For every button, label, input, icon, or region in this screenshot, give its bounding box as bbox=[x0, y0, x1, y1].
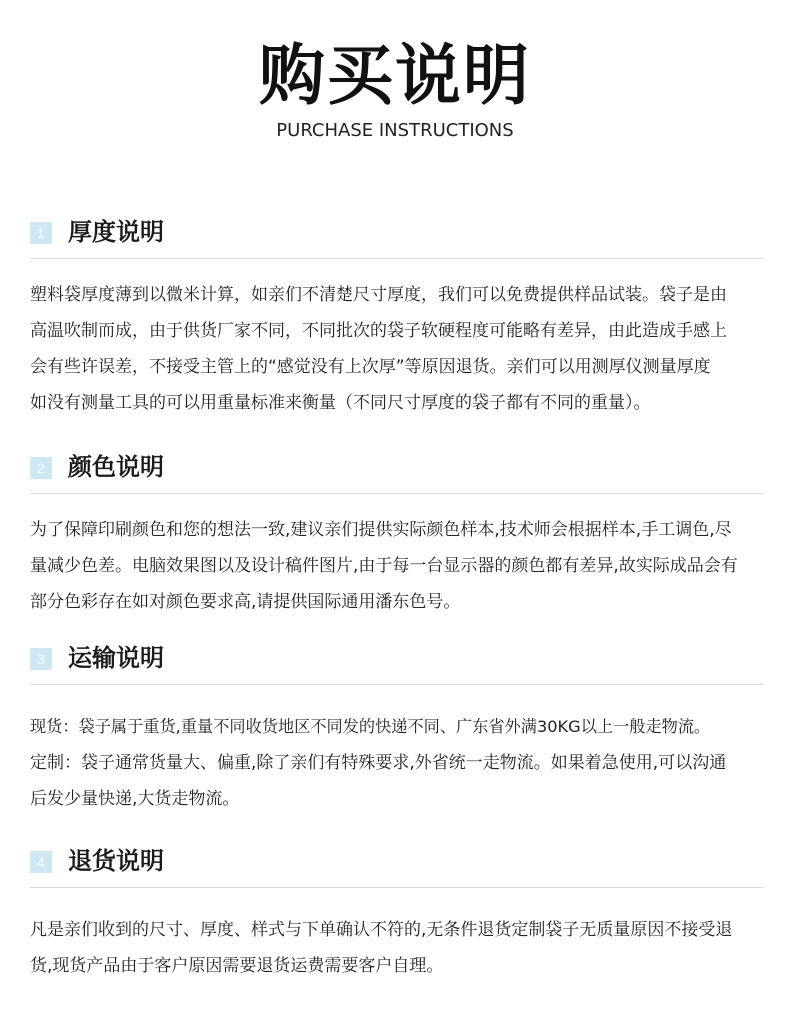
section-title: 颜色说明 bbox=[68, 453, 164, 481]
section-divider bbox=[30, 258, 764, 259]
section-body bbox=[30, 280, 764, 418]
section-header bbox=[30, 218, 764, 254]
section-body bbox=[30, 712, 764, 814]
section-body bbox=[30, 515, 764, 617]
body-line: 量减少色差。电脑效果图以及设计稿件图片,由于每一台显示器的颜色都有差异,故实际成品会有 bbox=[30, 556, 738, 576]
section-shipping bbox=[30, 644, 764, 809]
body-line: 定制：袋子通常货量大、偏重,除了亲们有特殊要求,外省统一走物流。如果着急使用,可以沟通 bbox=[30, 753, 727, 773]
section-header bbox=[30, 453, 764, 489]
section-color bbox=[30, 453, 764, 612]
section-title: 运输说明 bbox=[68, 644, 164, 672]
body-line: 高温吹制而成，由于供货厂家不同，不同批次的袋子软硬程度可能略有差异，由此造成手感上 bbox=[30, 321, 727, 341]
section-returns bbox=[30, 847, 764, 976]
section-number-badge: 1 bbox=[30, 222, 52, 244]
section-number-badge: 4 bbox=[30, 851, 52, 873]
section-number-badge: 2 bbox=[30, 457, 52, 479]
body-line: 货,现货产品由于客户原因需要退货运费需要客户自理。 bbox=[30, 956, 444, 976]
body-line: 现货：袋子属于重货,重量不同收货地区不同发的快递不同、广东省外满30KG以上一般走物流。 bbox=[30, 717, 711, 736]
section-title: 退货说明 bbox=[68, 847, 164, 875]
section-divider bbox=[30, 684, 764, 685]
body-line: 为了保障印刷颜色和您的想法一致,建议亲们提供实际颜色样本,技术师会根据样本,手工调色,尽 bbox=[30, 520, 732, 540]
body-line: 会有些许误差，不接受主管上的“感觉没有上次厚”等原因退货。亲们可以用测厚仪测量厚度 bbox=[30, 357, 711, 377]
section-header bbox=[30, 847, 764, 883]
section-number-badge: 3 bbox=[30, 648, 52, 670]
body-line: 部分色彩存在如对颜色要求高,请提供国际通用潘东色号。 bbox=[30, 592, 461, 612]
section-body bbox=[30, 915, 764, 981]
body-line: 凡是亲们收到的尺寸、厚度、样式与下单确认不符的,无条件退货定制袋子无质量原因不接受退 bbox=[30, 920, 733, 940]
section-title: 厚度说明 bbox=[68, 218, 164, 246]
page-title: 购买说明 bbox=[259, 37, 531, 114]
section-header bbox=[30, 644, 764, 680]
body-line: 如没有测量工具的可以用重量标准来衡量（不同尺寸厚度的袋子都有不同的重量）。 bbox=[30, 393, 651, 413]
section-divider bbox=[30, 887, 764, 888]
body-line: 塑料袋厚度薄到以微米计算，如亲们不清楚尺寸厚度，我们可以免费提供样品试装。袋子是由 bbox=[30, 285, 727, 305]
body-line: 后发少量快递,大货走物流。 bbox=[30, 789, 240, 809]
section-divider bbox=[30, 493, 764, 494]
page-subtitle: PURCHASE INSTRUCTIONS bbox=[276, 120, 514, 141]
section-thickness bbox=[30, 218, 764, 413]
